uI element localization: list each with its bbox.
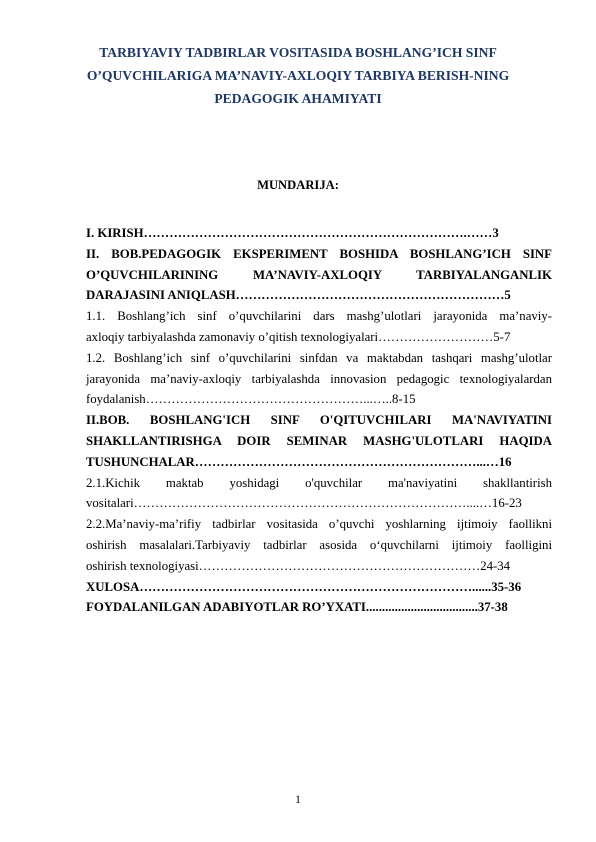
toc-line: SHAKLLANTIRISHGA DOIR SEMINAR MASHG'ULOTLARI HAQIDA [86,433,552,448]
toc-line: foydalanish……………………………………………...…..8-15 [86,392,416,407]
toc-entry-section-1-2[interactable] [86,348,552,410]
title-line: PEDAGOGIK AHAMIYATI [214,91,382,106]
toc-line: oshirish masalalari.Tarbiyaviy tadbirlar asosida o‘quvchilarni ijtimoiy faolligini [86,537,552,552]
toc-entry-chapter-2[interactable] [86,244,552,306]
table-of-contents [86,223,552,618]
toc-line: DARAJASINI ANIQLASH………………………………………………………5 [86,288,511,303]
toc-entry-section-2-2[interactable] [86,514,552,576]
toc-entry-chapter-2-seminar[interactable] [86,410,552,472]
toc-line: 1.1. Boshlang’ich sinf o’quvchilarini dars mashg’ulotlari jarayonida ma’naviy- [86,309,552,324]
toc-entry-references[interactable] [86,597,552,618]
toc-line: XULOSA……………………………………………………………………......35-36 [86,579,522,594]
contents-heading: MUNDARIJA: [257,178,339,192]
toc-entry-introduction[interactable] [86,223,552,244]
toc-entry-section-2-1[interactable] [86,473,552,515]
toc-line: FOYDALANILGAN ADABIYOTLAR RO’YXATI...................................37-38 [86,600,508,615]
toc-entry-section-1-1[interactable] [86,306,552,348]
toc-line: O’QUVCHILARINING MA’NAVIY-AXLOQIY TARBIYALANGANLIK [86,267,552,282]
toc-line: oshirish texnologiyasi…………………………………………………………24-34 [86,558,511,573]
toc-line: 1.2. Boshlang’ich sinf o’quvchilarini sinfdan va maktabdan tashqari mashg’ulotlar [86,350,552,365]
toc-line: jarayonida ma’naviy-axloqiy tarbiyalashda innovasion pedagogic texnologiyalardan [86,371,552,386]
toc-line: 2.2.Ma’naviy-ma’rifiy tadbirlar vositasida o’quvchi yoshlarning ijtimoiy faollikni [86,517,552,532]
toc-line: II.BOB. BOSHLANG'ICH SINF O'QITUVCHILARI MA'NAVIYATINI [86,413,552,428]
toc-line: vositalari……………………………………………………………………....…16-23 [86,496,522,511]
toc-line: I. KIRISH………………………………………………………………….……3 [86,226,499,240]
page-number: 1 [295,794,301,806]
title-line: O’QUVCHILARIGA MA’NAVIY-AXLOQIY TARBIYA BERISH-NING [86,68,510,83]
title-line: TARBIYAVIY TADBIRLAR VOSITASIDA BOSHLANG’ICH SINF [99,45,497,60]
toc-entry-conclusion[interactable] [86,577,552,598]
toc-line: 2.1.Kichik maktab yoshidagi o'quvchilar ma'naviyatini shakllantirish [86,475,552,490]
toc-line: TUSHUNCHALAR…………………………………………………………...…16 [86,454,512,469]
toc-line: II. BOB.PEDAGOGIK EKSPERIMENT BOSHIDA BOSHLANG’ICH SINF [86,246,552,261]
document-title [70,41,526,110]
toc-line: axloqiy tarbiyalashda zamonaviy o’qitish texnologiyalari………………………5-7 [86,329,511,344]
